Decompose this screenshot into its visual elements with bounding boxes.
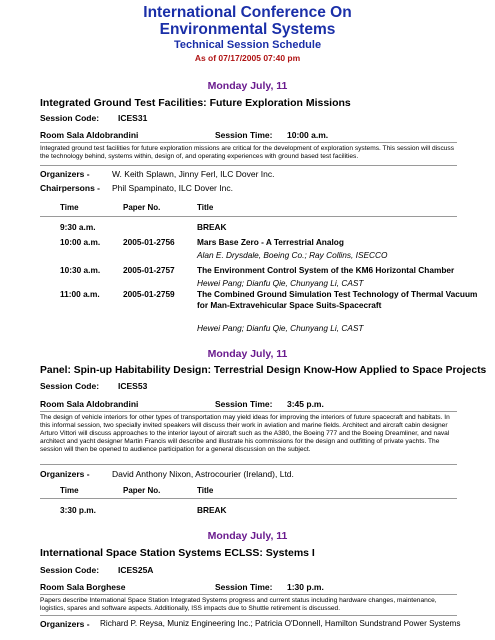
conference-title-line2: Environmental Systems [159, 21, 336, 38]
session-time: 10:00 a.m. [287, 130, 329, 140]
session-code-label: Session Code: [40, 381, 100, 391]
session-organizers: W. Keith Splawn, Jinny Ferl, ILC Dover Inc. [112, 169, 275, 179]
session-room: Room Sala Aldobrandini [40, 399, 139, 409]
paper-time: 9:30 a.m. [60, 222, 96, 232]
session-title: Integrated Ground Test Facilities: Future Exploration Missions [40, 97, 351, 109]
session-code-label: Session Code: [40, 565, 100, 575]
session-day: Monday July, 11 [207, 80, 288, 92]
paper-title: BREAK [197, 222, 227, 232]
column-header-time: Time [60, 203, 79, 212]
session-time-label: Session Time: [215, 399, 273, 409]
session-time-label: Session Time: [215, 582, 273, 592]
session-title: International Space Station Systems ECLSS: Systems I [40, 547, 315, 559]
paper-title: BREAK [197, 505, 227, 515]
session-room: Room Sala Aldobrandini [40, 130, 139, 140]
paper-title: Mars Base Zero - A Terrestrial Analog [197, 237, 344, 247]
paper-authors: Hewei Pang; Dianfu Qie, Chunyang Li, CAST [197, 323, 364, 333]
session-organizers: David Anthony Nixon, Astrocourier (Ireland), Ltd. [112, 469, 294, 479]
paper-number: 2005-01-2759 [123, 289, 175, 299]
column-header-paper: Paper No. [123, 203, 161, 212]
paper-authors: Alan E. Drysdale, Boeing Co.; Ray Collins, ISECCO [197, 250, 388, 260]
divider [40, 615, 457, 616]
divider [40, 142, 457, 143]
conference-title-line1: International Conference On [143, 4, 352, 21]
session-time: 3:45 p.m. [287, 399, 324, 409]
column-header-paper: Paper No. [123, 486, 161, 495]
session-organizers: Richard P. Reysa, Muniz Engineering Inc.; Patricia O'Donnell, Hamilton Sundstrand Power Systems [100, 619, 461, 628]
divider [40, 498, 457, 499]
paper-number: 2005-01-2756 [123, 237, 175, 247]
column-header-title: Title [197, 486, 214, 495]
session-code: ICES53 [118, 381, 148, 391]
column-header-time: Time [60, 486, 79, 495]
paper-title: The Environment Control System of the KM6 Horizontal Chamber [197, 265, 455, 275]
session-description: Integrated ground test facilities for future exploration missions are critical for the development of exploration systems. This session will discuss the technology behind, systems within, design of, and operating experiences with ground based test facilities. [40, 145, 455, 160]
session-time: 1:30 p.m. [287, 582, 324, 592]
organizers-label: Organizers - [40, 169, 90, 179]
paper-title-continued: for Man-Extravehicular Space Suits-Spacecraft [197, 300, 382, 310]
session-day: Monday July, 11 [207, 348, 288, 360]
divider [40, 165, 457, 166]
chairpersons-label: Chairpersons - [40, 183, 100, 193]
session-day: Monday July, 11 [207, 530, 288, 542]
paper-time: 3:30 p.m. [60, 505, 96, 515]
paper-number: 2005-01-2757 [123, 265, 175, 275]
session-code-label: Session Code: [40, 113, 100, 123]
paper-title: The Combined Ground Simulation Test Technology of Thermal Vacuum [197, 289, 478, 299]
session-time-label: Session Time: [215, 130, 273, 140]
session-code: ICES31 [118, 113, 148, 123]
session-description: Papers describe International Space Station Integrated Systems progress and current status including hardware changes, maintenance, logistics, spares and software aspects. Additionally, ISS impacts due to Shuttle retirement is discussed. [40, 597, 437, 612]
paper-time: 11:00 a.m. [60, 289, 100, 299]
session-chairpersons: Phil Spampinato, ILC Dover Inc. [112, 183, 233, 193]
column-header-title: Title [197, 203, 214, 212]
session-description: The design of vehicle interiors for other types of transportation may yield ideas for improving the interiors of future spacecraft and habitats. In this informal session, two specially invited speakers will discuss their work in aviation and marine fields. Architect and aircraft cabin designer Arturo Vittori will discuss approaches to the interior layout of aircraft such as the A380, the Boeing 777 and the Boeing Dreamliner, and naval architect and yacht designer Martin Francis will describe and illustrate his commissions for the design and outfitting of private yachts. The session will then be opened to audience participation for a general discussion on the subject. [40, 414, 450, 453]
paper-time: 10:30 a.m. [60, 265, 101, 275]
paper-time: 10:00 a.m. [60, 237, 101, 247]
paper-authors: Hewei Pang; Dianfu Qie, Chunyang Li, CAST [197, 278, 364, 288]
session-room: Room Sala Borghese [40, 582, 126, 592]
page-subtitle: Technical Session Schedule [173, 39, 322, 51]
as-of-timestamp: As of 07/17/2005 07:40 pm [194, 53, 301, 63]
session-title: Panel: Spin-up Habitability Design: Terrestrial Design Know-How Applied to Space Projects [40, 365, 487, 376]
divider [40, 216, 457, 217]
divider [40, 411, 457, 412]
divider [40, 464, 457, 465]
organizers-label: Organizers - [40, 469, 90, 479]
organizers-label: Organizers - [40, 619, 90, 629]
session-code: ICES25A [118, 565, 154, 575]
divider [40, 594, 457, 595]
